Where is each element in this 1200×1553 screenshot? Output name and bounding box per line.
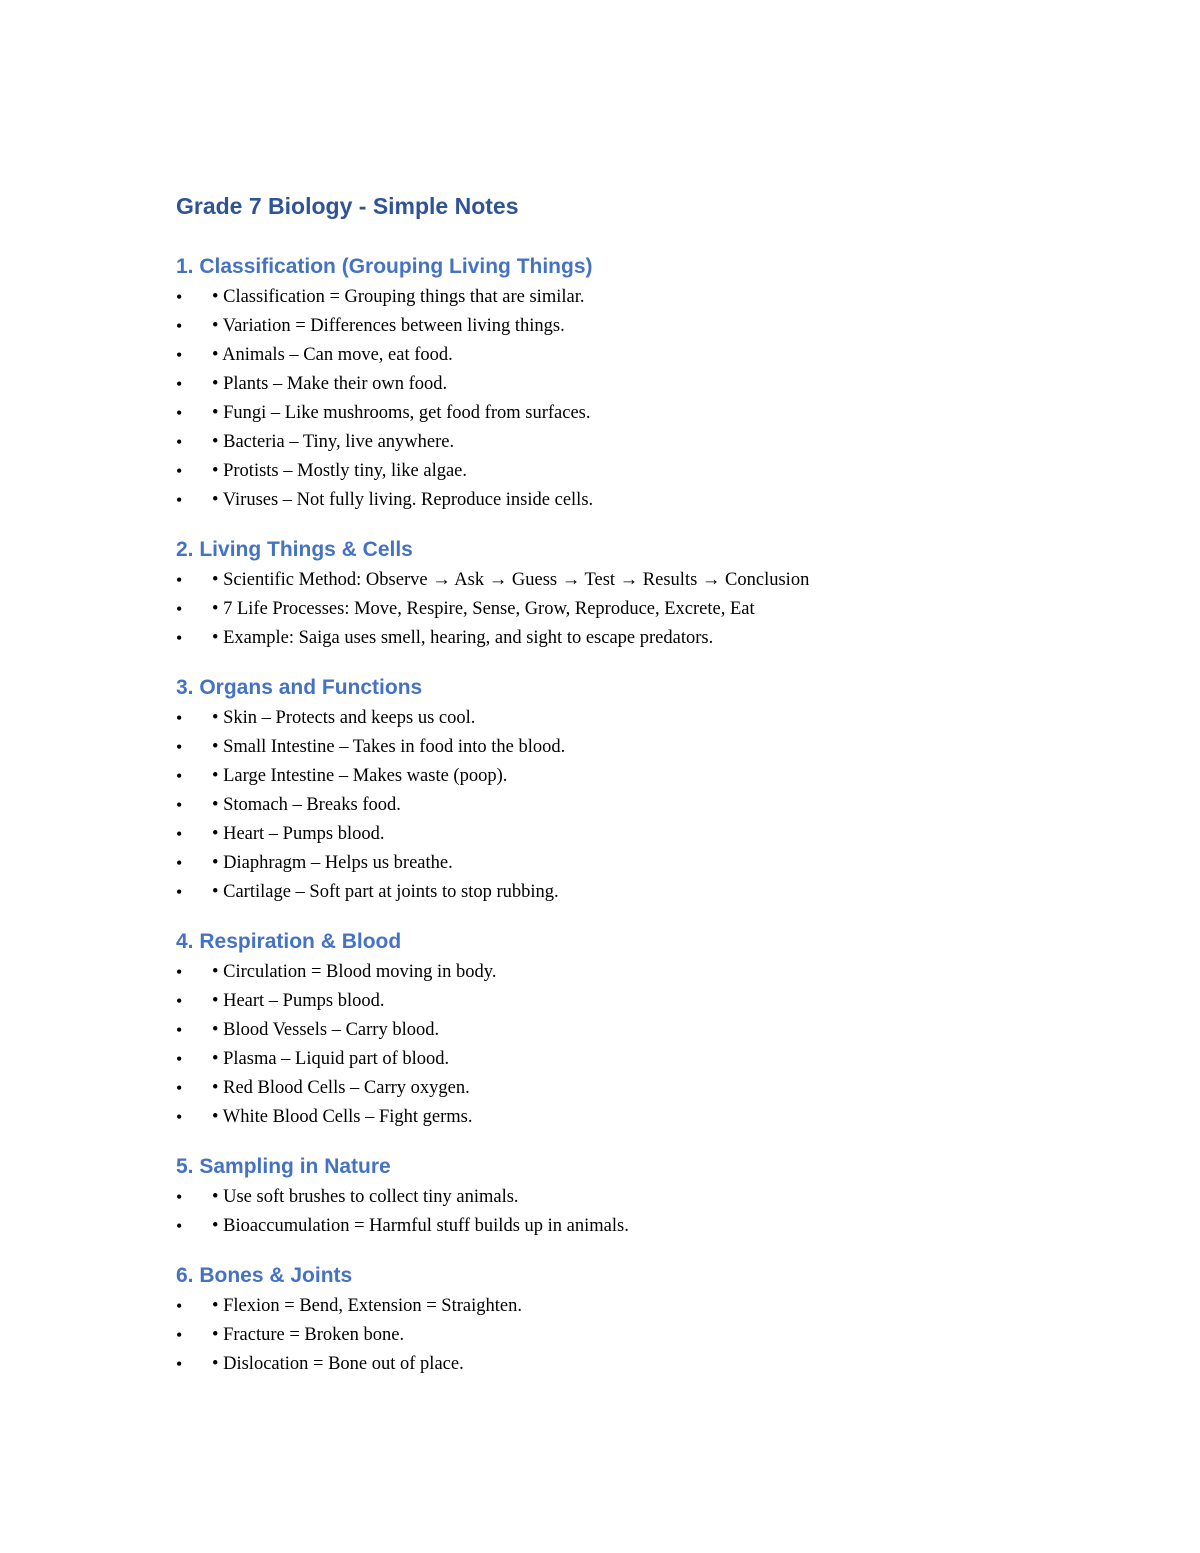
bullet-dot-icon: • <box>176 287 183 307</box>
bullet-list <box>176 1183 1116 1241</box>
list-item-text: • Flexion = Bend, Extension = Straighten. <box>212 1296 522 1316</box>
list-item-text: • Bioaccumulation = Harmful stuff builds up in animals. <box>212 1216 629 1236</box>
bullet-dot-icon: • <box>176 1296 183 1316</box>
section-heading: 6. Bones & Joints <box>176 1264 353 1287</box>
list-item <box>176 1350 1116 1379</box>
section-4 <box>176 926 1116 1132</box>
bullet-dot-icon: • <box>176 345 183 365</box>
list-item <box>176 399 1116 428</box>
list-item <box>176 1074 1116 1103</box>
bullet-dot-icon: • <box>176 570 183 590</box>
bullet-dot-icon: • <box>176 490 183 510</box>
list-item <box>176 1103 1116 1132</box>
section-heading: 4. Respiration & Blood <box>176 930 402 953</box>
bullet-dot-icon: • <box>176 1078 183 1098</box>
section-1 <box>176 251 1116 515</box>
section-6 <box>176 1260 1116 1379</box>
list-item-text: • Circulation = Blood moving in body. <box>212 962 497 982</box>
sections-container <box>176 251 1116 1379</box>
list-item-text: • Bacteria – Tiny, live anywhere. <box>212 432 455 452</box>
bullet-dot-icon: • <box>176 991 183 1011</box>
bullet-list <box>176 958 1116 1132</box>
list-item <box>176 566 1116 595</box>
section-2 <box>176 534 1116 653</box>
list-item <box>176 341 1116 370</box>
list-item-text: • Red Blood Cells – Carry oxygen. <box>212 1078 470 1098</box>
list-item-text: • 7 Life Processes: Move, Respire, Sense, Grow, Reproduce, Excrete, Eat <box>212 599 755 619</box>
list-item-text: • Plants – Make their own food. <box>212 374 448 394</box>
bullet-dot-icon: • <box>176 795 183 815</box>
bullet-dot-icon: • <box>176 766 183 786</box>
list-item <box>176 791 1116 820</box>
list-item-text: • Cartilage – Soft part at joints to stop rubbing. <box>212 882 559 902</box>
list-item-text: • Heart – Pumps blood. <box>212 991 385 1011</box>
list-item-text: • Large Intestine – Makes waste (poop). <box>212 766 508 786</box>
list-item <box>176 1016 1116 1045</box>
list-item-text: • Animals – Can move, eat food. <box>212 345 453 365</box>
list-item-text: • Scientific Method: Observe → Ask → Guess → Test → Results → Conclusion <box>212 570 810 590</box>
list-item-text: • Example: Saiga uses smell, hearing, and sight to escape predators. <box>212 628 714 648</box>
document-title: Grade 7 Biology - Simple Notes <box>176 193 519 219</box>
bullet-dot-icon: • <box>176 824 183 844</box>
list-item <box>176 312 1116 341</box>
list-item-text: • Blood Vessels – Carry blood. <box>212 1020 440 1040</box>
list-item <box>176 1321 1116 1350</box>
section-heading: 3. Organs and Functions <box>176 676 423 699</box>
list-item <box>176 1292 1116 1321</box>
bullet-dot-icon: • <box>176 1187 183 1207</box>
document-page <box>176 186 1116 1379</box>
list-item-text: • Plasma – Liquid part of blood. <box>212 1049 450 1069</box>
list-item <box>176 733 1116 762</box>
bullet-list <box>176 704 1116 907</box>
bullet-list <box>176 566 1116 653</box>
bullet-dot-icon: • <box>176 737 183 757</box>
list-item <box>176 370 1116 399</box>
bullet-dot-icon: • <box>176 461 183 481</box>
bullet-dot-icon: • <box>176 374 183 394</box>
list-item-text: • Viruses – Not fully living. Reproduce inside cells. <box>212 490 594 510</box>
list-item-text: • Heart – Pumps blood. <box>212 824 385 844</box>
bullet-dot-icon: • <box>176 1325 183 1345</box>
list-item <box>176 1212 1116 1241</box>
list-item <box>176 428 1116 457</box>
list-item-text: • White Blood Cells – Fight germs. <box>212 1107 473 1127</box>
section-3 <box>176 672 1116 907</box>
bullet-dot-icon: • <box>176 628 183 648</box>
list-item <box>176 820 1116 849</box>
list-item-text: • Diaphragm – Helps us breathe. <box>212 853 453 873</box>
section-heading: 2. Living Things & Cells <box>176 538 413 561</box>
list-item-text: • Variation = Differences between living things. <box>212 316 565 336</box>
list-item-text: • Fracture = Broken bone. <box>212 1325 405 1345</box>
bullet-dot-icon: • <box>176 882 183 902</box>
list-item-text: • Skin – Protects and keeps us cool. <box>212 708 476 728</box>
bullet-dot-icon: • <box>176 1107 183 1127</box>
bullet-dot-icon: • <box>176 599 183 619</box>
list-item-text: • Fungi – Like mushrooms, get food from surfaces. <box>212 403 591 423</box>
list-item <box>176 878 1116 907</box>
bullet-list <box>176 1292 1116 1379</box>
list-item-text: • Use soft brushes to collect tiny animals. <box>212 1187 519 1207</box>
bullet-dot-icon: • <box>176 1354 183 1374</box>
bullet-dot-icon: • <box>176 1020 183 1040</box>
list-item <box>176 624 1116 653</box>
list-item <box>176 704 1116 733</box>
list-item <box>176 958 1116 987</box>
bullet-dot-icon: • <box>176 432 183 452</box>
list-item <box>176 849 1116 878</box>
list-item-text: • Small Intestine – Takes in food into the blood. <box>212 737 566 757</box>
section-heading: 1. Classification (Grouping Living Things) <box>176 255 593 278</box>
bullet-dot-icon: • <box>176 1216 183 1236</box>
list-item-text: • Protists – Mostly tiny, like algae. <box>212 461 468 481</box>
list-item <box>176 1183 1116 1212</box>
list-item <box>176 595 1116 624</box>
list-item <box>176 762 1116 791</box>
list-item <box>176 457 1116 486</box>
bullet-dot-icon: • <box>176 1049 183 1069</box>
bullet-dot-icon: • <box>176 708 183 728</box>
bullet-list <box>176 283 1116 515</box>
list-item <box>176 1045 1116 1074</box>
section-heading: 5. Sampling in Nature <box>176 1155 391 1178</box>
bullet-dot-icon: • <box>176 403 183 423</box>
list-item-text: • Stomach – Breaks food. <box>212 795 401 815</box>
list-item <box>176 987 1116 1016</box>
list-item <box>176 486 1116 515</box>
bullet-dot-icon: • <box>176 853 183 873</box>
list-item <box>176 283 1116 312</box>
list-item-text: • Dislocation = Bone out of place. <box>212 1354 464 1374</box>
list-item-text: • Classification = Grouping things that are similar. <box>212 287 585 307</box>
section-5 <box>176 1151 1116 1241</box>
bullet-dot-icon: • <box>176 962 183 982</box>
bullet-dot-icon: • <box>176 316 183 336</box>
